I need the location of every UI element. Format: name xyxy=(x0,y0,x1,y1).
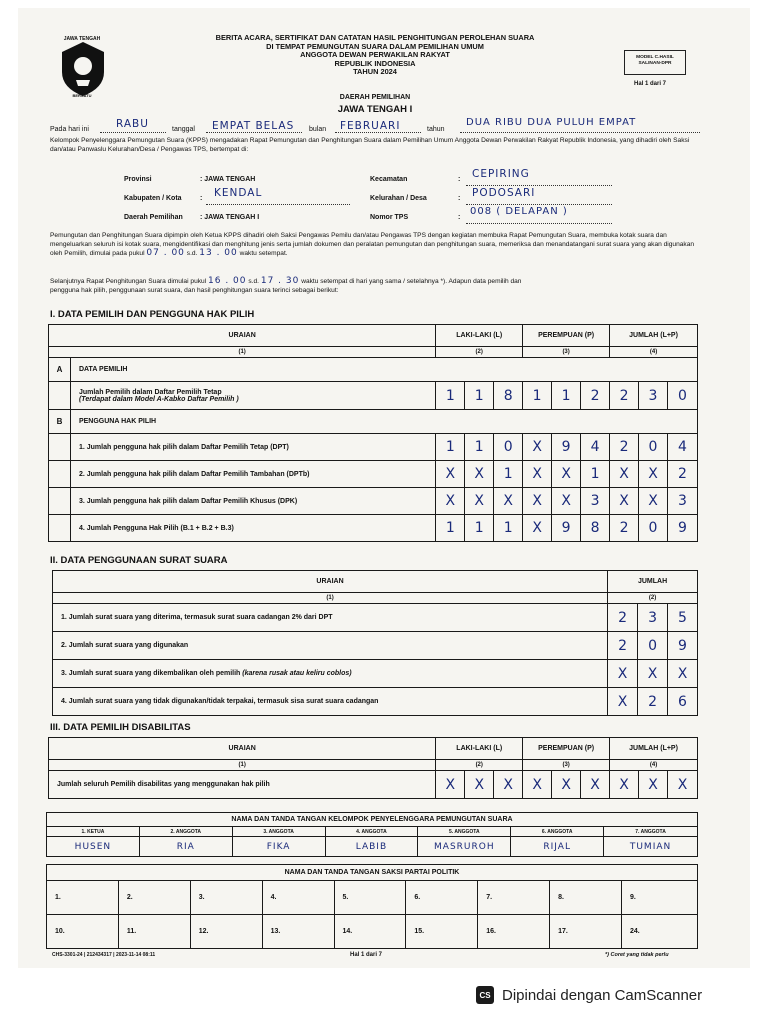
daerah-pemilihan-label: Daerah Pemilihan xyxy=(124,214,183,221)
kabupaten-label: Kabupaten / Kota xyxy=(124,195,182,202)
hari-value: RABU xyxy=(116,118,149,130)
kabupaten-colon: : xyxy=(200,195,203,202)
digit-cell: X xyxy=(436,488,465,515)
dotted-line xyxy=(466,223,612,224)
camscanner-text: Dipindai dengan CamScanner xyxy=(502,986,703,1004)
province-emblem-icon xyxy=(56,38,110,98)
digit-cell: X xyxy=(494,771,523,799)
row-label xyxy=(53,660,608,688)
signature-role: 1. KETUA xyxy=(47,827,140,837)
signature-name: FIKA xyxy=(232,837,325,857)
digit-cell: 6 xyxy=(668,688,698,716)
saksi-slot: 10. xyxy=(47,915,119,949)
digit-cell: X xyxy=(552,488,581,515)
kpps-signature-table xyxy=(46,812,698,857)
col-jumlah: JUMLAH (L+P) xyxy=(610,325,698,347)
digit-cell: 3 xyxy=(667,488,697,515)
signature-name: MASRUROH xyxy=(418,837,511,857)
row-label: 2. Jumlah surat suara yang digunakan xyxy=(53,632,608,660)
digit-cell: 2 xyxy=(667,461,697,488)
digit-cell: X xyxy=(523,461,552,488)
footer-code: CHS-3301-24 | 212434317 | 2023-11-14 08:11 xyxy=(52,952,156,958)
col-number: (2) xyxy=(608,593,698,604)
model-line: SALINAN-DPR xyxy=(638,61,672,66)
continue-time-start: 16 . 00 xyxy=(208,276,247,286)
digit-cell: 3 xyxy=(581,488,610,515)
dapil-label: DAERAH PEMILIHAN xyxy=(339,94,411,101)
digit-cell: X xyxy=(639,771,668,799)
provinsi-value: : JAWA TENGAH xyxy=(200,176,256,183)
saksi-slot: 2. xyxy=(118,881,190,915)
col-uraian: URAIAN xyxy=(53,571,608,593)
title-line: DI TEMPAT PEMUNGUTAN SUARA DALAM PEMILIHAN UMUM xyxy=(266,41,484,51)
col-number: (4) xyxy=(610,760,698,771)
digit-cell: X xyxy=(608,660,638,688)
saksi-slot: 17. xyxy=(550,915,622,949)
digit-cell: 1 xyxy=(581,461,610,488)
disability-table xyxy=(48,737,698,799)
col-uraian: URAIAN xyxy=(49,738,436,760)
label-tahun: tahun xyxy=(427,126,445,133)
digit-cell: X xyxy=(638,660,668,688)
procedure-time-end: 13 . 00 xyxy=(199,248,238,258)
digit-cell: 0 xyxy=(638,632,668,660)
dpt-row-subtext-italic: (Terdapat dalam Model A-Kabko Daftar Pemilih ) xyxy=(78,395,239,403)
signature-name: RIJAL xyxy=(511,837,604,857)
digit-cell: X xyxy=(552,461,581,488)
digit-cell: X xyxy=(668,660,698,688)
saksi-slot: 15. xyxy=(406,915,478,949)
digit-cell: 5 xyxy=(668,604,698,632)
saksi-slot: 9. xyxy=(622,881,698,915)
saksi-slot: 4. xyxy=(262,881,334,915)
continue-sd: s.d. xyxy=(248,278,259,285)
tps-label: Nomor TPS xyxy=(370,214,409,221)
digit-cell: 2 xyxy=(581,382,610,410)
dpt-row-subtext xyxy=(79,396,435,403)
col-number: (2) xyxy=(436,760,523,771)
digit-cell: 0 xyxy=(667,382,697,410)
section-1-title: I. DATA PEMILIH DAN PENGGUNA HAK PILIH xyxy=(50,309,255,320)
saksi-slot: 3. xyxy=(190,881,262,915)
digit-cell: 1 xyxy=(465,515,494,542)
saksi-signature-table xyxy=(46,864,698,949)
continue-paragraph xyxy=(50,277,702,295)
tanggal-value: EMPAT BELAS xyxy=(212,120,295,132)
kpps-signature-title: NAMA DAN TANDA TANGAN KELOMPOK PENYELENGGARA PEMUNGUTAN SUARA xyxy=(47,813,698,827)
col-perempuan: PEREMPUAN (P) xyxy=(523,325,610,347)
empty-cell xyxy=(49,515,71,542)
digit-cell: 3 xyxy=(638,604,668,632)
digit-cell: X xyxy=(552,771,581,799)
label-pada-hari: Pada hari ini xyxy=(50,126,89,133)
digit-cell: X xyxy=(639,488,668,515)
empty-cell xyxy=(49,461,71,488)
procedure-paragraph xyxy=(50,231,702,258)
digit-cell: X xyxy=(523,515,552,542)
ballot-usage-table xyxy=(52,570,698,716)
daerah-pemilihan-value: : JAWA TENGAH I xyxy=(200,214,260,221)
intro-paragraph: Kelompok Penyelenggara Pemungutan Suara (KPPS) mengadakan Rapat Pemungutan dan Penghitungan Suara dalam Pemilihan Umum Anggota Dewan Perwakilan Rakyat Republik Indonesia, yang dihadiri oleh Saksi dan/atau Panwaslu Kelurahan/Desa / Pengawas TPS, bertempat di: xyxy=(50,137,690,153)
signature-role: 3. ANGGOTA xyxy=(232,827,325,837)
procedure-time-start: 07 . 00 xyxy=(146,248,185,258)
title-line: REPUBLIK INDONESIA xyxy=(334,58,416,68)
digit-cell: 9 xyxy=(552,434,581,461)
saksi-slot: 13. xyxy=(262,915,334,949)
empty-cell xyxy=(49,434,71,461)
row-label: 4. Jumlah surat suara yang tidak digunakan/tidak terpakai, termasuk sisa surat suara cadangan xyxy=(53,688,608,716)
procedure-text: Pemungutan dan Penghitungan Suara dipimpin oleh Ketua KPPS dihadiri oleh Saksi Pengawas Pemilu dan/atau Pengawas TPS dengan kegiatan membuka Rapat Pemungutan Suara, membuka kotak suara dan mengeluarkan seluruh isi kotak suara, mengidentifikasi dan menghitung jenis serta jumlah dokumen dan peralatan pemungutan dan penghitungan suara, memeriksa dan menandatangani surat suara yang akan digunakan oleh Pemilih, dimulai pada pukul xyxy=(50,232,695,257)
document-title xyxy=(170,34,580,77)
saksi-slot: 7. xyxy=(478,881,550,915)
kecamatan-label: Kecamatan xyxy=(370,176,408,183)
row-label: 4. Jumlah Pengguna Hak Pilih (B.1 + B.2 + B.3) xyxy=(70,515,435,542)
signature-role: 7. ANGGOTA xyxy=(604,827,698,837)
col-uraian: URAIAN xyxy=(49,325,436,347)
saksi-slot: 1. xyxy=(47,881,119,915)
col-laki-laki: LAKI-LAKI (L) xyxy=(436,738,523,760)
row-label: 1. Jumlah surat suara yang diterima, termasuk surat suara cadangan 2% dari DPT xyxy=(53,604,608,632)
digit-cell: 1 xyxy=(436,382,465,410)
section-3-title: III. DATA PEMILIH DISABILITAS xyxy=(50,722,191,733)
dotted-line xyxy=(466,185,612,186)
digit-cell: 2 xyxy=(610,515,639,542)
saksi-slot: 12. xyxy=(190,915,262,949)
dpt-row-text: Jumlah Pemilih dalam Daftar Pemilih Tetap xyxy=(78,388,222,396)
dotted-line xyxy=(206,132,302,133)
saksi-signature-title: NAMA DAN TANDA TANGAN SAKSI PARTAI POLITIK xyxy=(47,865,698,881)
col-perempuan: PEREMPUAN (P) xyxy=(523,738,610,760)
digit-cell: X xyxy=(436,771,465,799)
digit-cell: 1 xyxy=(523,382,552,410)
col-number: (1) xyxy=(49,760,436,771)
digit-cell: X xyxy=(608,688,638,716)
procedure-tail: waktu setempat. xyxy=(239,250,288,257)
saksi-slot: 16. xyxy=(478,915,550,949)
signature-name: HUSEN xyxy=(47,837,140,857)
voter-data-table xyxy=(48,324,698,542)
group-letter: A xyxy=(49,358,71,382)
saksi-slot: 6. xyxy=(406,881,478,915)
kelurahan-label: Kelurahan / Desa xyxy=(370,195,427,202)
continue-text-c: pengguna hak pilih, penggunaan surat suara, dan hasil penghitungan suara terinci sebagai berikut: xyxy=(50,287,339,294)
camscanner-watermark xyxy=(476,980,702,1010)
emblem-top-text: JAWA TENGAH xyxy=(63,36,101,42)
page-indicator: Hal 1 dari 7 xyxy=(634,81,667,87)
digit-cell: X xyxy=(667,771,697,799)
saksi-slot: 24. xyxy=(622,915,698,949)
saksi-slot: 8. xyxy=(550,881,622,915)
saksi-slot: 14. xyxy=(334,915,406,949)
digit-cell: 9 xyxy=(552,515,581,542)
title-line: BERITA ACARA, SERTIFIKAT DAN CATATAN HASIL PENGHITUNGAN PEROLEHAN SUARA xyxy=(215,33,535,42)
procedure-sd: s.d. xyxy=(186,250,198,257)
digit-cell: 2 xyxy=(608,604,638,632)
digit-cell: 1 xyxy=(494,515,523,542)
row-label: 2. Jumlah pengguna hak pilih dalam Daftar Pemilih Tambahan (DPTb) xyxy=(70,461,435,488)
signature-name: RIA xyxy=(139,837,232,857)
digit-cell: 0 xyxy=(639,515,668,542)
kelurahan-colon: : xyxy=(458,195,461,202)
model-line: MODEL C.HASIL xyxy=(636,55,674,60)
signature-role: 4. ANGGOTA xyxy=(325,827,418,837)
digit-cell: X xyxy=(494,488,523,515)
title-line: ANGGOTA DEWAN PERWAKILAN RAKYAT xyxy=(300,50,450,60)
digit-cell: 0 xyxy=(639,434,668,461)
col-number: (3) xyxy=(523,760,610,771)
digit-cell: 1 xyxy=(436,515,465,542)
tps-colon: : xyxy=(458,214,461,221)
digit-cell: 4 xyxy=(667,434,697,461)
digit-cell: X xyxy=(639,461,668,488)
digit-cell: 1 xyxy=(465,434,494,461)
dapil-value: JAWA TENGAH I xyxy=(337,104,413,115)
title-line: TAHUN 2024 xyxy=(353,67,397,77)
group-label: DATA PEMILIH xyxy=(70,358,697,382)
digit-cell: X xyxy=(610,488,639,515)
digit-cell: 8 xyxy=(581,515,610,542)
label-bulan: bulan xyxy=(309,126,327,133)
digit-cell: 4 xyxy=(581,434,610,461)
digit-cell: 2 xyxy=(610,434,639,461)
digit-cell: 2 xyxy=(610,382,639,410)
digit-cell: 8 xyxy=(494,382,523,410)
col-jumlah: JUMLAH xyxy=(608,571,698,593)
digit-cell: X xyxy=(610,461,639,488)
digit-cell: 0 xyxy=(494,434,523,461)
digit-cell: X xyxy=(523,771,552,799)
tps-value: 008 ( DELAPAN ) xyxy=(470,206,568,217)
kecamatan-value: CEPIRING xyxy=(472,168,530,180)
signature-role: 2. ANGGOTA xyxy=(139,827,232,837)
signature-name: TUMIAN xyxy=(604,837,698,857)
digit-cell: X xyxy=(523,488,552,515)
kecamatan-colon: : xyxy=(458,176,461,183)
digit-cell: 1 xyxy=(494,461,523,488)
digit-cell: X xyxy=(465,461,494,488)
empty-cell xyxy=(49,382,71,410)
provinsi-label: Provinsi xyxy=(124,176,152,183)
dotted-line xyxy=(206,204,350,205)
footer-page: Hal 1 dari 7 xyxy=(350,952,383,958)
dotted-line xyxy=(460,132,700,133)
digit-cell: 3 xyxy=(639,382,668,410)
continue-text-b: waktu setempat di hari yang sama / setelahnya *). Adapun data pemilih dan xyxy=(301,278,522,285)
dotted-line xyxy=(335,132,421,133)
digit-cell: X xyxy=(610,771,639,799)
col-number: (3) xyxy=(523,347,610,358)
model-badge xyxy=(624,50,686,75)
dotted-line xyxy=(466,204,612,205)
row-label-italic: (karena rusak atau keliru coblos) xyxy=(242,670,352,677)
kelurahan-value: PODOSARI xyxy=(472,187,536,199)
section-2-title: II. DATA PENGGUNAAN SURAT SUARA xyxy=(50,555,228,566)
digit-cell: X xyxy=(465,488,494,515)
digit-cell: 2 xyxy=(638,688,668,716)
dotted-line xyxy=(100,132,166,133)
row-label-text: 3. Jumlah surat suara yang dikembalikan oleh pemilih xyxy=(61,670,241,677)
digit-cell: 1 xyxy=(552,382,581,410)
digit-cell: 1 xyxy=(465,382,494,410)
digit-cell: 1 xyxy=(436,434,465,461)
emblem-bottom-text: BERSATU xyxy=(72,93,92,98)
group-letter: B xyxy=(49,410,71,434)
saksi-slot: 11. xyxy=(118,915,190,949)
group-label: PENGGUNA HAK PILIH xyxy=(70,410,697,434)
digit-cell: 2 xyxy=(608,632,638,660)
tahun-value: DUA RIBU DUA PULUH EMPAT xyxy=(466,117,637,128)
saksi-slot: 5. xyxy=(334,881,406,915)
digit-cell: 9 xyxy=(667,515,697,542)
empty-cell xyxy=(49,488,71,515)
row-label: 1. Jumlah pengguna hak pilih dalam Daftar Pemilih Tetap (DPT) xyxy=(70,434,435,461)
signature-role: 6. ANGGOTA xyxy=(511,827,604,837)
dpt-row-label xyxy=(70,382,435,410)
col-number: (4) xyxy=(610,347,698,358)
col-number: (1) xyxy=(53,593,608,604)
footer-note: *) Coret yang tidak perlu xyxy=(605,952,669,958)
continue-text-a: Selanjutnya Rapat Penghitungan Suara dimulai pukul xyxy=(50,278,207,285)
digit-cell: X xyxy=(581,771,610,799)
row-label: 3. Jumlah pengguna hak pilih dalam Daftar Pemilih Khusus (DPK) xyxy=(70,488,435,515)
col-number: (2) xyxy=(436,347,523,358)
row-label: Jumlah seluruh Pemilih disabilitas yang menggunakan hak pilih xyxy=(49,771,436,799)
digit-cell: X xyxy=(436,461,465,488)
col-laki-laki: LAKI-LAKI (L) xyxy=(436,325,523,347)
digit-cell: X xyxy=(465,771,494,799)
signature-name: LABIB xyxy=(325,837,418,857)
bulan-value: FEBRUARI xyxy=(340,120,401,132)
digit-cell: X xyxy=(523,434,552,461)
continue-time-end: 17 . 30 xyxy=(260,276,300,286)
kabupaten-value: KENDAL xyxy=(214,187,263,199)
col-jumlah: JUMLAH (L+P) xyxy=(610,738,698,760)
label-tanggal: tanggal xyxy=(172,126,195,133)
signature-role: 5. ANGGOTA xyxy=(418,827,511,837)
digit-cell: 9 xyxy=(668,632,698,660)
camscanner-logo-icon: CS xyxy=(476,986,494,1004)
col-number: (1) xyxy=(49,347,436,358)
